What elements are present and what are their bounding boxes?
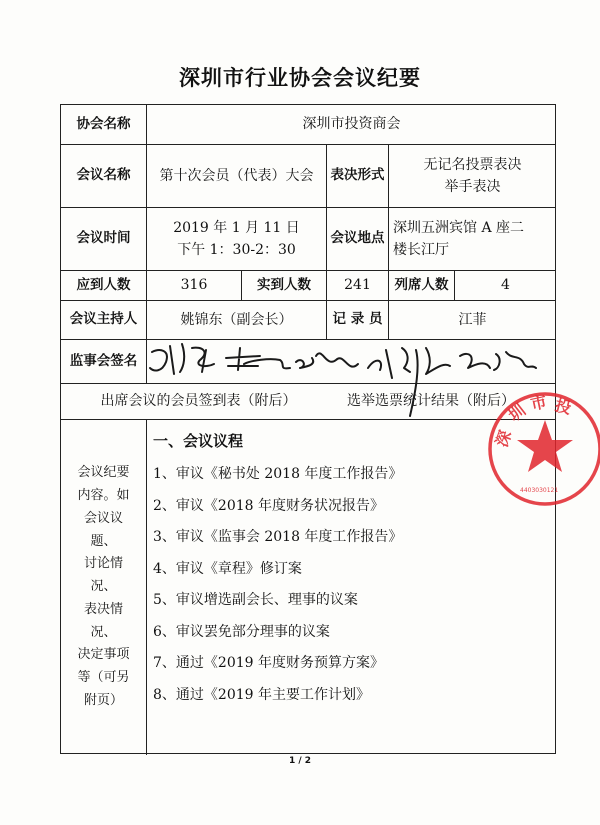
agenda-item: 7、通过《2019 年度财务预算方案》 bbox=[153, 655, 384, 671]
agenda-item: 1、审议《秘书处 2018 年度工作报告》 bbox=[153, 466, 403, 482]
content-label-line: 等（可另 bbox=[77, 670, 130, 686]
actual-count-value: 241 bbox=[327, 271, 389, 301]
attend-count-label: 列席人数 bbox=[389, 271, 455, 301]
svg-text:4403030121: 4403030121 bbox=[520, 487, 559, 494]
vote-form-line-2: 举手表决 bbox=[444, 179, 501, 195]
agenda-item: 3、审议《监事会 2018 年度工作报告》 bbox=[153, 529, 403, 545]
content-label-line: 会议议题、 bbox=[83, 510, 123, 549]
agenda-item: 5、审议增选副会长、理事的议案 bbox=[153, 592, 358, 608]
agenda-item: 4、审议《章程》修订案 bbox=[153, 560, 302, 577]
vote-form-line-1: 无记名投票表决 bbox=[423, 156, 522, 173]
host-label: 会议主持人 bbox=[61, 301, 147, 340]
content-label-line: 附页） bbox=[83, 692, 123, 708]
agenda-item: 8、通过《2019 年主要工作计划》 bbox=[153, 686, 370, 703]
content-label-line: 会议纪要 bbox=[77, 465, 130, 481]
expected-count-value: 316 bbox=[147, 271, 242, 301]
agenda-title: 一、会议议程 bbox=[153, 432, 244, 450]
svg-text:圳: 圳 bbox=[504, 400, 530, 426]
page-number: 1 / 2 bbox=[288, 756, 312, 766]
attendee-sheet-text: 出席会议的会员签到表（附后） bbox=[100, 393, 297, 410]
supervisor-sign-label: 监事会签名 bbox=[61, 340, 147, 384]
host-value: 姚锦东（副会长） bbox=[147, 301, 327, 340]
meeting-place-line-2: 楼长江厅 bbox=[393, 242, 449, 258]
content-label bbox=[61, 420, 147, 755]
recorder-label: 记 录 员 bbox=[327, 301, 389, 340]
meeting-place-line-1: 深圳五洲宾馆 A 座二 bbox=[393, 219, 525, 236]
svg-text:市: 市 bbox=[528, 391, 549, 414]
official-seal bbox=[484, 388, 600, 510]
content-label-line: 表决情况、 bbox=[83, 601, 123, 640]
meeting-date: 2019 年 1 月 11 日 bbox=[173, 219, 300, 236]
svg-text:深: 深 bbox=[491, 427, 516, 450]
attend-count-value: 4 bbox=[455, 271, 556, 301]
actual-count-label: 实到人数 bbox=[242, 271, 327, 301]
meeting-time-value bbox=[147, 208, 327, 271]
attendee-sheet-note bbox=[61, 384, 306, 420]
meeting-time-label: 会议时间 bbox=[61, 208, 147, 271]
vote-sheet-text: 选举选票统计结果（附后） bbox=[347, 393, 515, 410]
recorder-value: 江菲 bbox=[389, 301, 556, 340]
agenda-item: 6、审议罢免部分理事的议案 bbox=[153, 623, 330, 640]
supervisor-signatures bbox=[147, 340, 556, 384]
meeting-place-label: 会议地点 bbox=[327, 208, 389, 271]
expected-count-label: 应到人数 bbox=[61, 271, 147, 301]
meeting-name-label: 会议名称 bbox=[61, 145, 147, 208]
meeting-place-value bbox=[389, 208, 556, 271]
content-label-line: 决定事项 bbox=[77, 647, 130, 663]
agenda-item: 2、审议《2018 年度财务状况报告》 bbox=[153, 497, 384, 514]
vote-form-value bbox=[389, 145, 556, 208]
meeting-hours: 下午 1：30-2：30 bbox=[177, 242, 296, 258]
content-label-line: 讨论情况、 bbox=[83, 556, 123, 595]
vote-form-label: 表决形式 bbox=[327, 145, 389, 208]
page-title: 深圳市行业协会会议纪要 bbox=[179, 66, 421, 90]
meeting-name-value: 第十次会员（代表）大会 bbox=[147, 145, 327, 208]
association-name-label: 协会名称 bbox=[61, 105, 147, 145]
minutes-table bbox=[60, 104, 559, 754]
content-label-line: 内容。如 bbox=[77, 488, 130, 504]
svg-text:投: 投 bbox=[553, 395, 574, 418]
association-name-value: 深圳市投资商会 bbox=[147, 105, 556, 145]
